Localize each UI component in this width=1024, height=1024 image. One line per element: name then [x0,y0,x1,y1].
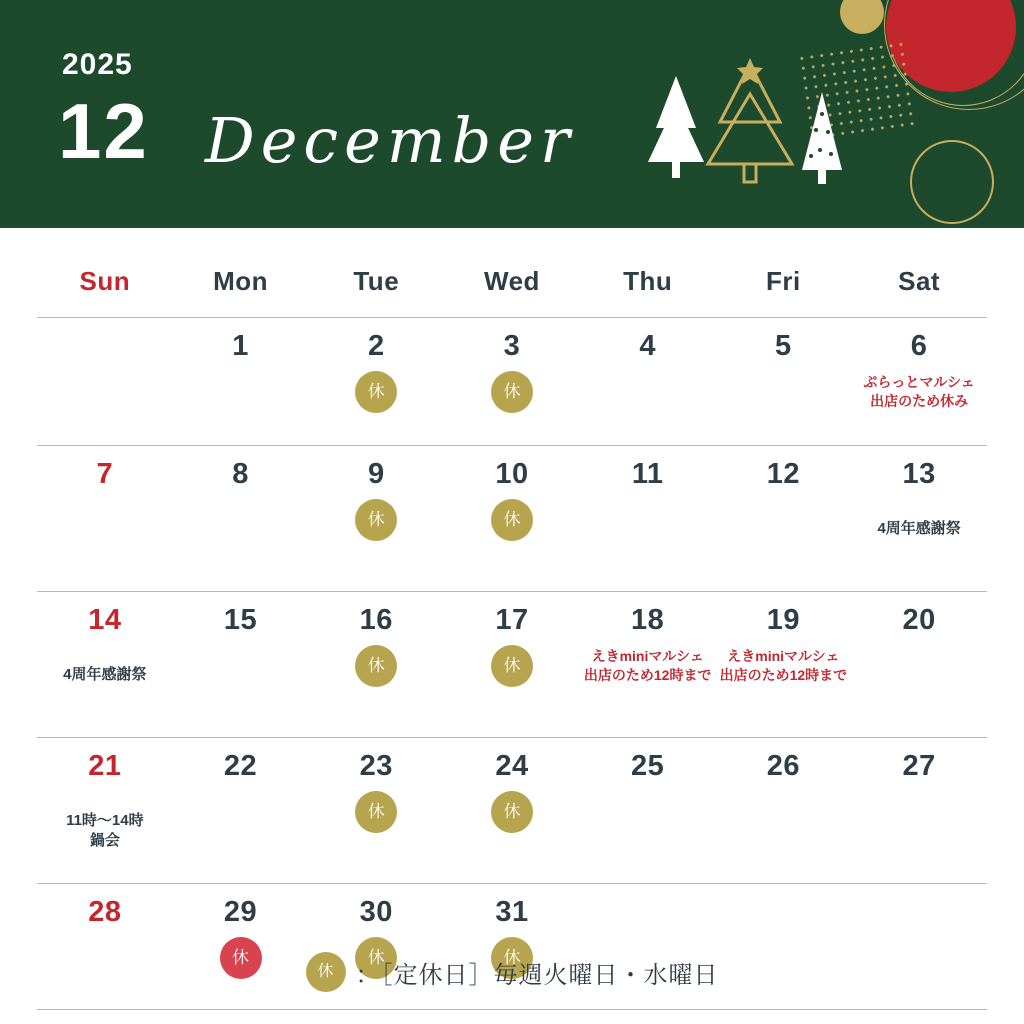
calendar-day-cell[interactable] [580,592,716,738]
red-circle-icon [886,0,1016,92]
closed-day-badge-icon: 休 [491,645,533,687]
calendar-day-cell[interactable] [173,738,309,884]
day-number: 22 [223,750,258,782]
day-number: 26 [766,750,800,782]
closed-day-badge-icon: 休 [491,791,533,833]
day-number: 19 [766,604,800,636]
day-number: 25 [631,750,665,782]
calendar-day-cell[interactable] [444,592,580,738]
calendar-day-cell[interactable] [716,738,852,884]
calendar-legend [0,952,1024,992]
day-number [37,318,173,332]
calendar-day-cell[interactable] [37,318,173,446]
day-cell-body [444,791,580,863]
weekday-header-tue: Tue [308,228,444,318]
day-cell-body [716,489,852,561]
calendar-grid [37,228,987,1010]
day-number: 23 [359,750,393,782]
legend-text: ：［定休日］毎週火曜日・水曜日 [355,961,719,989]
day-cell-body [308,791,444,863]
day-cell-body [444,371,580,443]
calendar-day-cell[interactable] [37,446,173,592]
calendar-day-cell[interactable] [308,592,444,738]
day-cell-body [308,371,444,443]
calendar-day-cell[interactable] [444,318,580,446]
calendar-week-row [37,446,987,592]
day-cell-body [308,499,444,571]
day-note: 11時〜14時 鍋会 [66,812,144,850]
day-cell-body [851,519,987,591]
calendar-day-cell[interactable] [173,318,309,446]
day-number: 27 [902,750,936,782]
weekday-header-sat: Sat [851,228,987,318]
calendar-day-cell[interactable] [851,592,987,738]
calendar-day-cell[interactable] [716,318,852,446]
calendar-week-row [37,592,987,738]
calendar-day-cell[interactable] [851,446,987,592]
day-cell-body [851,373,987,445]
day-cell-body [444,645,580,717]
gold-arc-inner-icon [888,0,1024,106]
day-number: 13 [902,458,936,490]
closed-day-badge-icon: 休 [220,937,262,979]
day-number [716,884,852,898]
calendar-day-cell[interactable] [444,446,580,592]
day-cell-body [444,499,580,571]
gold-ring-icon [910,140,994,224]
calendar-day-cell[interactable] [716,592,852,738]
closed-day-badge-icon: 休 [491,937,533,979]
calendar-day-cell[interactable] [580,318,716,446]
weekday-header-fri: Fri [716,228,852,318]
calendar-day-cell[interactable] [580,738,716,884]
day-number: 29 [223,896,258,928]
day-number: 12 [766,458,800,490]
day-cell-body [173,635,309,707]
day-number: 3 [503,330,521,362]
day-number: 11 [631,458,664,490]
calendar-day-cell[interactable] [173,592,309,738]
calendar-day-cell[interactable] [37,592,173,738]
calendar-day-cell[interactable] [444,738,580,884]
day-number: 4 [639,330,656,362]
weekday-header-mon: Mon [173,228,309,318]
day-number: 28 [88,896,122,928]
weekday-header-row [37,228,987,318]
calendar-month-name: December [205,104,576,177]
calendar-day-cell[interactable] [308,318,444,446]
calendar-week-row [37,738,987,884]
day-number: 30 [359,896,393,928]
day-number: 6 [910,330,928,362]
weekday-header-thu: Thu [580,228,716,318]
day-number: 21 [88,750,122,782]
day-number: 2 [367,330,385,362]
day-number: 24 [495,750,529,782]
day-cell-body [851,781,987,853]
gold-dots-pattern-icon [796,39,917,143]
calendar-header [0,0,1024,228]
day-cell-body [716,361,852,433]
day-number [580,884,716,898]
day-number: 20 [902,604,936,636]
calendar-weeks [37,318,987,1010]
day-cell-body [308,645,444,717]
calendar-body [0,228,1024,1010]
closed-day-badge-icon: 休 [355,937,397,979]
day-number: 15 [223,604,258,636]
day-cell-body [580,781,716,853]
day-number: 14 [88,604,122,636]
day-number: 18 [631,604,665,636]
day-cell-body [37,811,173,883]
day-cell-body [173,781,309,853]
calendar-month-number: 12 [58,87,149,175]
closed-day-badge-icon: 休 [355,645,397,687]
closed-day-badge-icon: 休 [355,499,397,541]
day-number: 9 [367,458,385,490]
day-number: 16 [359,604,393,636]
calendar-day-cell[interactable] [308,738,444,884]
christmas-trees-icon [640,58,860,198]
day-number: 31 [495,896,529,928]
gold-arc-outer-icon [884,0,1024,110]
day-cell-body [716,781,852,853]
weekday-header-wed: Wed [444,228,580,318]
calendar-day-cell[interactable] [580,446,716,592]
calendar-day-cell[interactable] [851,318,987,446]
closed-day-badge-icon: 休 [491,371,533,413]
calendar-year: 2025 [62,48,133,81]
day-note: えきminiマルシェ 出店のため12時まで [583,648,712,683]
weekday-header-sun: Sun [37,228,173,318]
day-note: 4周年感謝祭 [877,520,961,537]
calendar-day-cell[interactable] [308,446,444,592]
day-cell-body [37,332,173,404]
day-number [851,884,987,898]
calendar-day-cell[interactable] [716,446,852,592]
day-cell-body [580,647,716,719]
day-number: 7 [96,458,114,490]
day-note: 4周年感謝祭 [63,666,147,683]
day-cell-body [173,361,309,433]
day-cell-body [37,489,173,561]
gold-dot-icon [840,0,884,34]
closed-day-badge-icon: 休 [355,791,397,833]
day-cell-body [580,489,716,561]
closed-day-badge-icon: 休 [355,371,397,413]
closed-day-badge-icon: 休 [306,952,346,992]
day-number: 5 [775,330,792,362]
calendar-day-cell[interactable] [851,738,987,884]
day-cell-body [716,647,852,719]
day-cell-body [851,635,987,707]
closed-day-badge-icon: 休 [491,499,533,541]
day-note: えきminiマルシェ 出店のため12時まで [719,648,848,683]
day-number: 17 [495,604,529,636]
day-note: ぷらっとマルシェ 出店のため休み [863,374,975,409]
calendar-day-cell[interactable] [37,738,173,884]
day-number: 1 [232,330,249,362]
day-cell-body [37,665,173,737]
day-number: 8 [232,458,249,490]
calendar-day-cell[interactable] [173,446,309,592]
calendar-week-row [37,318,987,446]
day-cell-body [580,361,716,433]
day-number: 10 [495,458,529,490]
day-cell-body [173,489,309,561]
